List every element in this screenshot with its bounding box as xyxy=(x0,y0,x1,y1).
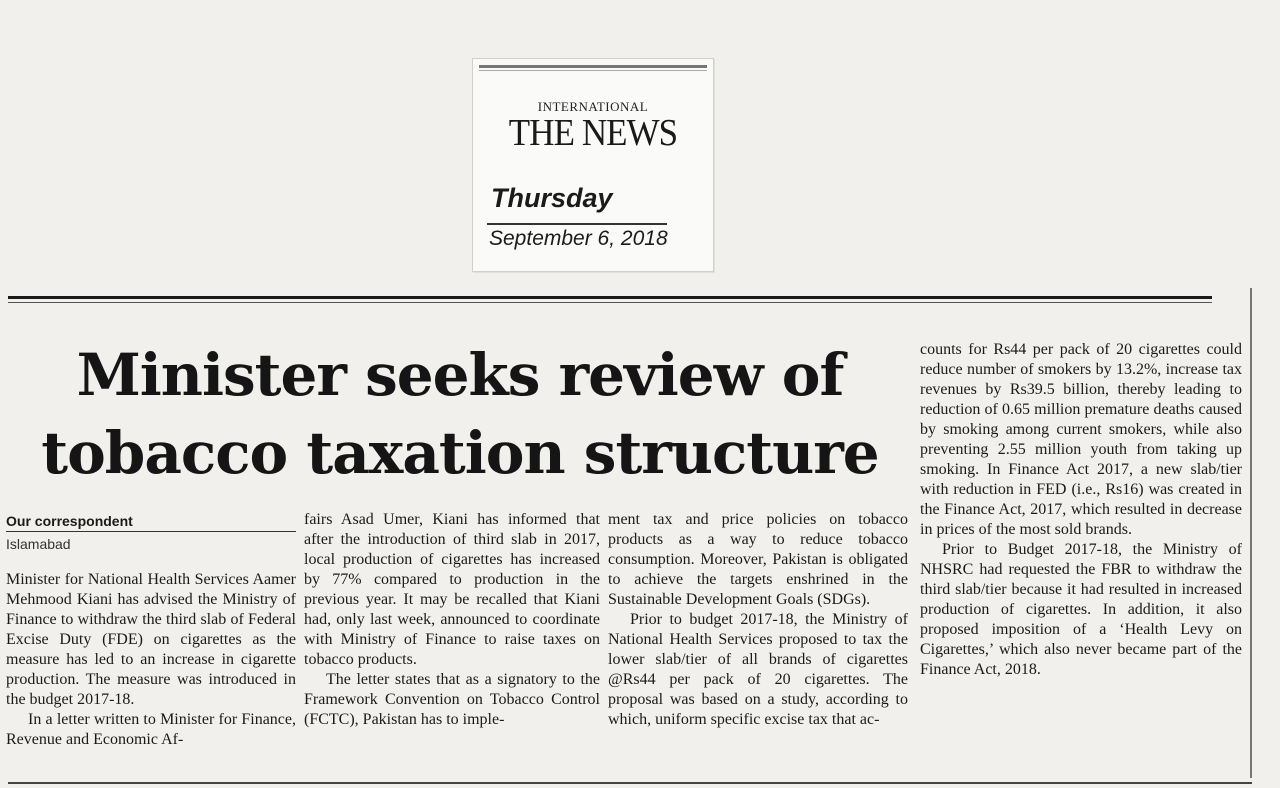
article-column-4 xyxy=(920,340,1242,680)
publication-international: INTERNATIONAL xyxy=(537,99,649,114)
publication-date: September 6, 2018 xyxy=(489,227,668,250)
show-through-text xyxy=(0,322,11,360)
column-2-paragraph-2: The letter states that as a signatory to the Framework Convention on Tobacco Control (FCTC), Pakistan has to imple- xyxy=(304,671,600,728)
article-top-rule-thin xyxy=(8,302,1212,303)
column-1-paragraph-1: Minister for National Health Services Aamer Mehmood Kiani has advised the Ministry of Finance to withdraw the third slab of Federal Excise Duty (FDE) on cigarettes as the measure has led to an increase in cigarette production. The measure was introduced in the budget 2017-18. xyxy=(6,571,296,708)
masthead-clipping xyxy=(472,58,714,272)
column-2-paragraph-1: fairs Asad Umer, Kiani has informed that after the introduction of third slab in 2017, local production of cigarettes has increased by 77% compared to production in the previous year. It may be recalled that Kiani had, only last week, announced to coordinate with Ministry of Finance to raise taxes on tobacco products. xyxy=(304,511,600,668)
dateline: Islamabad xyxy=(6,536,71,552)
right-edge-rule xyxy=(1250,288,1252,778)
byline-rule xyxy=(6,531,296,532)
masthead-top-rule xyxy=(479,65,707,68)
column-3-paragraph-1: ment tax and price policies on tobacco products as a way to reduce tobacco consumption. Moreover, Pakistan is obligated to achieve the targets enshrined in the Sustainable Development Goals (SDGs). xyxy=(608,511,908,608)
masthead-top-rule-thin xyxy=(479,70,707,71)
article-top-rule xyxy=(8,296,1212,299)
article-column-3 xyxy=(608,510,908,730)
date-rule xyxy=(487,223,667,225)
article-headline xyxy=(40,336,880,492)
publication-name: THE NEWS xyxy=(508,112,678,154)
column-1-paragraph-2: In a letter written to Minister for Finance, Revenue and Economic Af- xyxy=(6,711,296,748)
article-byline xyxy=(6,512,296,553)
headline-line-2: tobacco taxation structure xyxy=(41,419,879,487)
column-4-paragraph-2: Prior to Budget 2017-18, the Ministry of NHSRC had requested the FBR to withdraw the third slab/tier because it had resulted in increased production of cigarettes. In addition, it also proposed imposition of a ‘Health Levy on Cigarettes,’ which also never became part of the Finance Act, 2018. xyxy=(920,541,1242,678)
bottom-rule xyxy=(8,782,1252,784)
headline-line-1: Minister seeks review of xyxy=(76,341,844,409)
article-column-1 xyxy=(6,570,296,750)
publication-day: Thursday xyxy=(491,183,613,213)
article-column-2 xyxy=(304,510,600,730)
byline-author: Our correspondent xyxy=(6,513,133,529)
column-4-paragraph-1: counts for Rs44 per pack of 20 cigarettes could reduce number of smokers by 13.2%, increase tax revenues by Rs39.5 billion, thereby leading to reduction of 0.65 million premature deaths caused by smoking among current smokers, while also preventing 2.55 million youth from taking up smoking. In Finance Act 2017, a new slab/tier with reduction in FED (i.e., Rs16) was created in the Finance Act, 2017, which resulted in decrease in prices of the most sold brands. xyxy=(920,341,1242,538)
column-3-paragraph-2: Prior to budget 2017-18, the Ministry of National Health Services proposed to tax the lower slab/tier of all brands of cigarettes @Rs44 per pack of 20 cigarettes. The proposal was based on a study, according to which, uniform specific excise tax that ac- xyxy=(608,611,908,728)
